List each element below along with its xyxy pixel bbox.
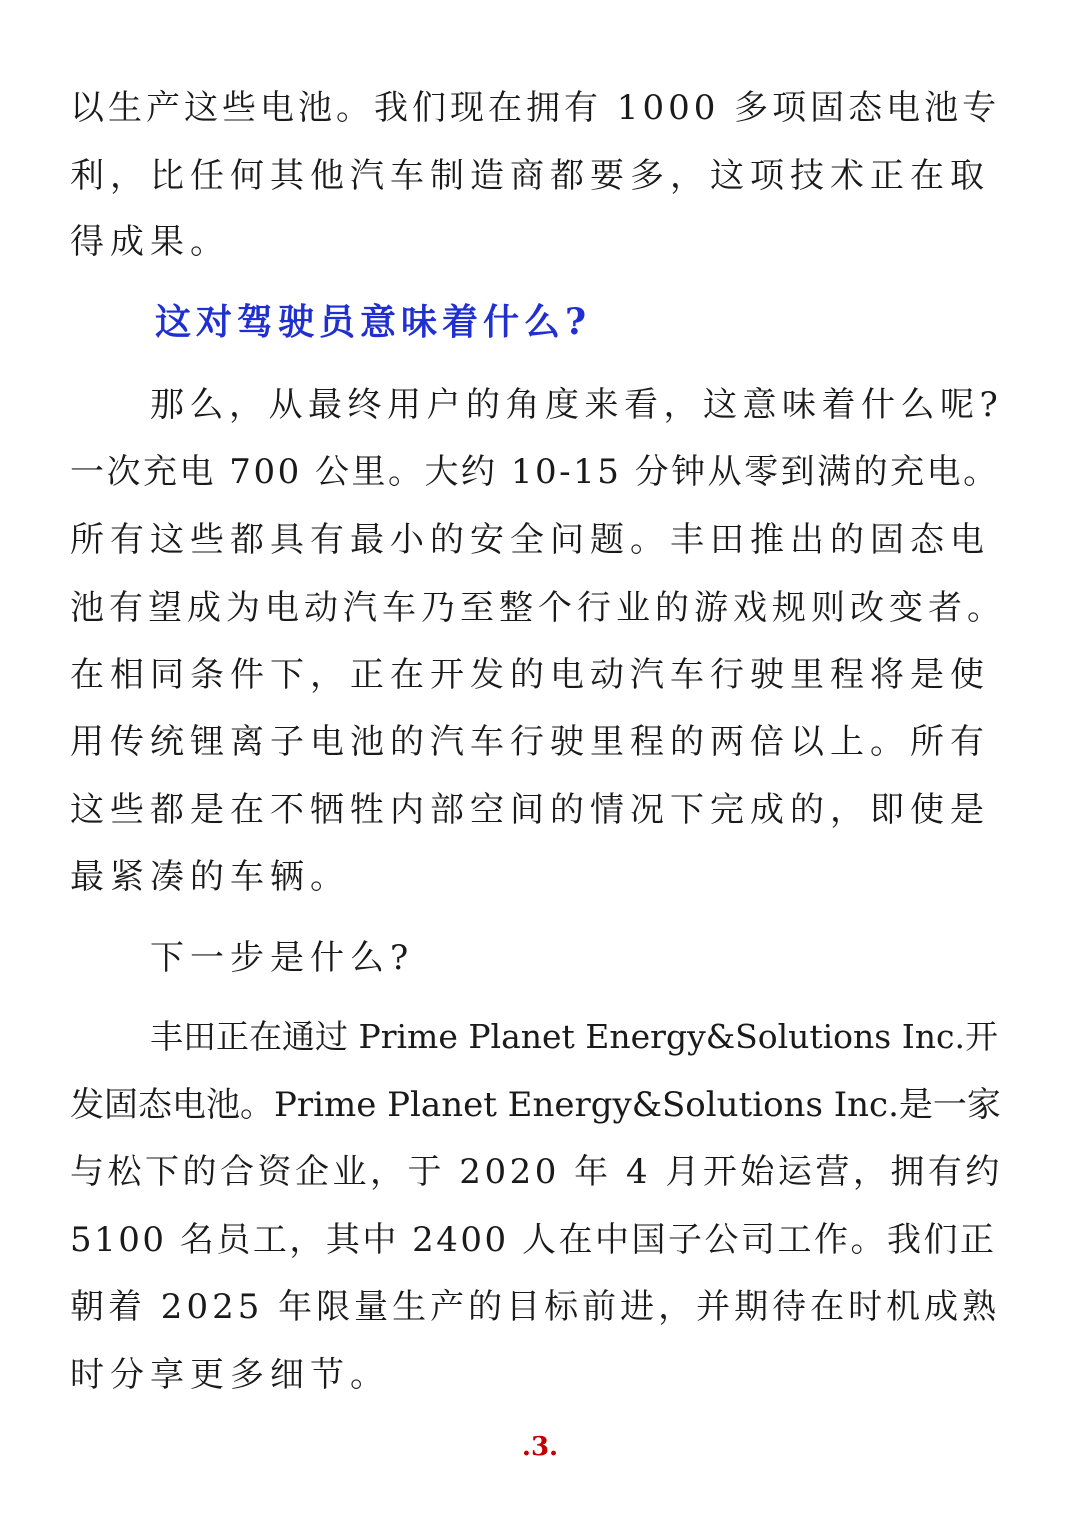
paragraph-line: 最紧凑的车辆。 <box>70 857 350 897</box>
paragraph-line: 与松下的合资企业，于 2020 年 4 月开始运营，拥有约 <box>70 1152 1003 1192</box>
paragraph-line: 用传统锂离子电池的汽车行驶里程的两倍以上。所有 <box>70 722 990 762</box>
paragraph-line: 朝着 2025 年限量生产的目标前进，并期待在时机成熟 <box>70 1287 1001 1327</box>
paragraph-line: 池有望成为电动汽车乃至整个行业的游戏规则改变者。 <box>70 588 1006 628</box>
paragraph-line: 5100 名员工，其中 2400 人在中国子公司工作。我们正 <box>70 1220 997 1260</box>
paragraph-line: 得成果。 <box>70 222 230 262</box>
paragraph-line: 时分享更多细节。 <box>70 1355 390 1395</box>
paragraph-line: 那么，从最终用户的角度来看，这意味着什么呢? <box>150 385 1004 425</box>
paragraph-line: 这些都是在不牺牲内部空间的情况下完成的，即使是 <box>70 790 990 830</box>
paragraph-line: 所有这些都具有最小的安全问题。丰田推出的固态电 <box>70 520 990 560</box>
paragraph-line: 发固态电池。Prime Planet Energy&Solutions Inc.是一家 <box>70 1085 1001 1125</box>
subheading-next-step: 下一步是什么? <box>150 938 415 978</box>
paragraph-line: 在相同条件下，正在开发的电动汽车行驶里程将是使 <box>70 655 990 695</box>
paragraph-line: 一次充电 700 公里。大约 10-15 分钟从零到满的充电。 <box>70 452 1000 492</box>
paragraph-line: 丰田正在通过 Prime Planet Energy&Solutions Inc.开 <box>150 1017 998 1056</box>
paragraph-line: 以生产这些电池。我们现在拥有 1000 多项固态电池专 <box>70 88 1001 128</box>
page-number: .3. <box>521 1432 559 1462</box>
section-heading: 这对驾驶员意味着什么? <box>155 301 592 343</box>
paragraph-line: 利，比任何其他汽车制造商都要多，这项技术正在取 <box>70 156 990 196</box>
